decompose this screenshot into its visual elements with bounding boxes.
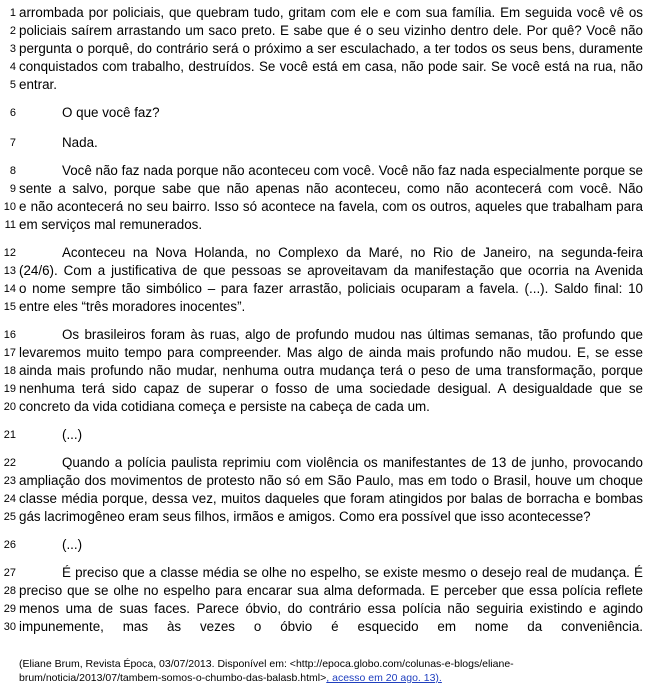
line-number: 14: [3, 283, 16, 295]
text-line: [0, 472, 654, 490]
line-text: ampliação dos movimentos de protesto não só em São Paulo, mas em todo o Brasil, houve um choque: [19, 473, 643, 488]
text-line: [0, 398, 654, 416]
text-line: [0, 426, 654, 444]
text-line: [0, 600, 654, 618]
line-number: 15: [3, 301, 16, 313]
text-line: [0, 490, 654, 508]
citation: [19, 657, 619, 685]
line-text: entrar.: [19, 77, 57, 92]
line-text: conquistados com trabalho, destruídos. Se você está em casa, não pode sair. Se você está na rua, não: [19, 59, 643, 74]
citation-source-url: brum/noticia/2013/07/tambem-somos-o-chumbo-das-balasb.html>: [19, 672, 327, 684]
text-line: [0, 4, 654, 22]
line-number: 25: [3, 511, 16, 523]
text-line: [0, 298, 654, 316]
line-text: arrombada por policiais, que quebram tudo, gritam com ele e com sua família. Em seguida você vê os: [19, 5, 643, 20]
line-number: 2: [9, 25, 16, 37]
line-text: O que você faz?: [62, 105, 160, 120]
line-text: Quando a polícia paulista reprimiu com violência os manifestantes de 13 de junho, provocando: [62, 455, 643, 470]
line-number: 3: [9, 43, 16, 55]
line-number: 28: [3, 585, 16, 597]
line-number: 29: [3, 603, 16, 615]
line-text: pergunta o porquê, do contrário será o próximo a ser esculachado, a ter todos os seus bens, duramente: [19, 41, 643, 56]
text-line: [0, 40, 654, 58]
text-line: [0, 508, 654, 526]
line-text: impunemente, mas às vezes o óbvio é esquecido em nome da conveniência.: [19, 619, 643, 634]
text-line: [0, 362, 654, 380]
line-number: 23: [3, 475, 16, 487]
text-line: [0, 104, 654, 122]
text-line: [0, 262, 654, 280]
text-line: [0, 582, 654, 600]
text-line: [0, 380, 654, 398]
line-text: e não acontecerá no seu bairro. Isso só acontece na favela, com os outros, aqueles que trabalham para: [19, 199, 643, 214]
citation-line-2: [19, 671, 619, 685]
line-text: menos uma de suas faces. Parece óbvio, do contrário essa polícia não seguiria existindo e agindo: [19, 601, 643, 616]
line-text: É preciso que a classe média se olhe no espelho, se existe mesmo o desejo real de mudança. É: [62, 565, 643, 580]
line-number: 19: [3, 383, 16, 395]
text-line: [0, 58, 654, 76]
line-text: concreto da vida cotidiana começa e persiste na cabeça de cada um.: [19, 399, 430, 414]
line-number: 10: [3, 201, 16, 213]
text-line: [0, 134, 654, 152]
text-line: [0, 344, 654, 362]
line-number: 27: [3, 567, 16, 579]
line-text: em serviços mal remunerados.: [19, 217, 203, 232]
line-text: (...): [62, 427, 83, 442]
line-number: 22: [3, 457, 16, 469]
line-number: 6: [9, 107, 16, 119]
line-text: Aconteceu na Nova Holanda, no Complexo da Maré, no Rio de Janeiro, na segunda-feira: [62, 245, 643, 260]
line-text: Você não faz nada porque não aconteceu com você. Você não faz nada especialmente porque se: [62, 163, 643, 178]
text-line: [0, 76, 654, 94]
line-number: 18: [3, 365, 16, 377]
line-number: 12: [3, 247, 16, 259]
text-line: [0, 216, 654, 234]
line-text: classe média porque, dessa vez, muitos daqueles que foram atingidos por balas de borracha e bombas: [19, 491, 643, 506]
text-line: [0, 244, 654, 262]
line-number: 8: [9, 165, 16, 177]
text-line: [0, 326, 654, 344]
line-text: (24/6). Com a justificativa de que pessoas se aproveitavam da manifestação que ocorria na Avenida: [19, 263, 643, 278]
line-text: (...): [62, 537, 83, 552]
line-number: 5: [9, 79, 16, 91]
line-number: 17: [3, 347, 16, 359]
line-number: 16: [3, 329, 16, 341]
line-text: Os brasileiros foram às ruas, algo de profundo mudou nas últimas semanas, tão profundo que: [62, 327, 643, 342]
line-text: levaremos muito tempo para compreender. Mas algo de ainda mais profundo não mudou. E, se esse: [19, 345, 643, 360]
line-text: preciso que se olhe no espelho para encarar sua alma deformada. E perceber que essa polícia reflete: [19, 583, 643, 598]
text-line: [0, 180, 654, 198]
text-line: [0, 198, 654, 216]
line-text: gás lacrimogêneo eram seus filhos, irmãos e amigos. Como era possível que isso acontecesse?: [19, 509, 591, 524]
line-number: 26: [3, 539, 16, 551]
citation-line-1: (Eliane Brum, Revista Época, 03/07/2013. Disponível em: <http://epoca.globo.com/colunas-e-blogs/eliane-: [19, 658, 514, 670]
line-text: o nome sempre tão simbólico – para fazer arrastão, policiais ocuparam a favela. (...). Saldo final: 10: [19, 281, 643, 296]
line-number: 30: [3, 621, 16, 633]
text-line: [0, 162, 654, 180]
text-line: [0, 536, 654, 554]
line-number: 4: [9, 61, 16, 73]
line-text: entre eles “três moradores inocentes”.: [19, 299, 246, 314]
text-line: [0, 280, 654, 298]
citation-access-link[interactable]: , acesso em 20 ago. 13).: [326, 672, 442, 684]
line-number: 11: [4, 219, 16, 231]
line-number: 7: [9, 137, 16, 149]
line-text: ainda mais profundo não mudar, nenhuma outra mudança terá o peso de uma transformação, porque: [19, 363, 643, 378]
text-line: [0, 618, 654, 636]
line-number: 9: [9, 183, 16, 195]
line-text: Nada.: [62, 135, 98, 150]
text-line: [0, 454, 654, 472]
text-line: [0, 564, 654, 582]
line-number: 1: [9, 7, 16, 19]
text-line: [0, 22, 654, 40]
line-number: 20: [3, 401, 16, 413]
line-number: 21: [3, 429, 16, 441]
line-text: policiais saírem arrastando um saco preto. E sabe que é o seu vizinho dentro dele. Por quê? Você não: [19, 23, 643, 38]
line-text: nenhuma terá sido capaz de superar o fosso de uma sociedade desigual. A desigualdade que se: [19, 381, 643, 396]
line-number: 13: [3, 265, 16, 277]
line-text: sente a salvo, porque sabe que não apenas não aconteceu, como não acontecerá com você. Não: [19, 181, 643, 196]
line-number: 24: [3, 493, 16, 505]
